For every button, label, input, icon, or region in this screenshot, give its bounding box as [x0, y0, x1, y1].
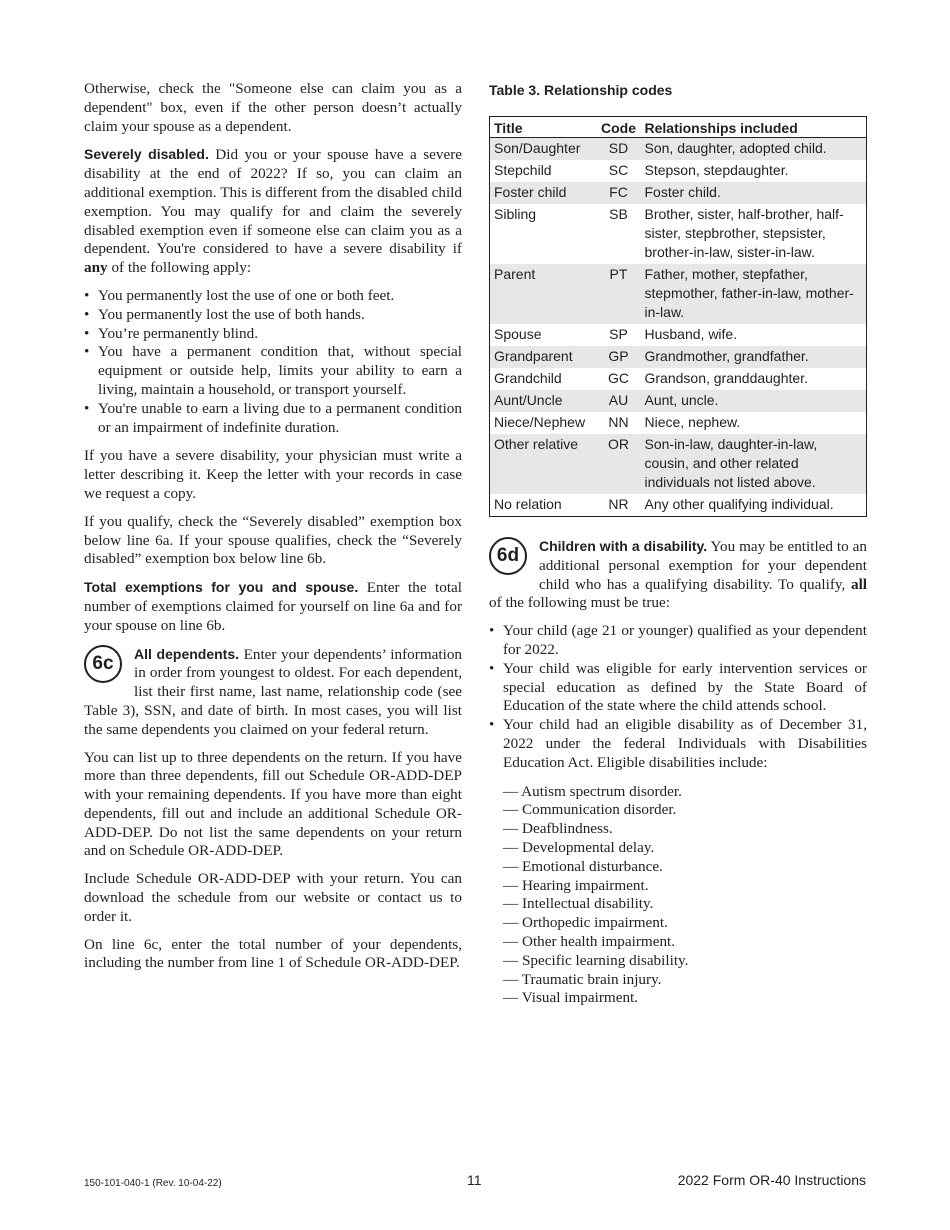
list-item: — Traumatic brain injury.: [503, 970, 662, 988]
cell-title: Aunt/Uncle: [490, 390, 597, 412]
table-title: Table 3. Relationship codes: [489, 82, 673, 98]
table-row: [490, 204, 867, 264]
children-disability-text-b: of the following must be true:: [489, 594, 670, 612]
cell-title: Niece/Nephew: [494, 414, 586, 430]
cell-code: NR: [608, 496, 629, 512]
list-item: • You have a permanent condition that, without special equipment or outside help, limits your ability to earn a living, maintain a household, or transport yourself.: [84, 343, 462, 398]
cell-title: Grandparent: [490, 346, 597, 368]
cell-code: SB: [609, 206, 628, 222]
relationship-codes-table: [489, 116, 867, 517]
cell-title: Parent: [490, 264, 597, 324]
left-column: [84, 80, 462, 982]
list-item: • You permanently lost the use of one or both feet.: [84, 286, 395, 304]
list-item: — Emotional disturbance.: [503, 857, 663, 875]
line-6c-badge: 6c: [84, 645, 122, 683]
cell-code: SD: [597, 138, 641, 161]
severely-disabled-text-b: of the following apply:: [111, 259, 252, 277]
child-requirements-list: [489, 622, 867, 772]
table-header-row: [490, 117, 867, 138]
column-header-title: Title: [490, 117, 597, 138]
list-item: • You're unable to earn a living due to a permanent condition or an impairment of indefinite duration.: [84, 399, 462, 436]
footer-page-number: 11: [467, 1172, 482, 1188]
severely-disabled-text-a: Did you or your spouse have a severe disability at the end of 2022? If so, you can claim an additional exemption. This is different from the disabled child exemption. You may qualify for and claim the severely disabled exemption even if someone else can claim you as a dependent. You're considered to have a severe disability if: [84, 146, 462, 258]
cell-relationships: Husband, wife.: [644, 326, 738, 342]
cell-title: No relation: [494, 496, 562, 512]
list-item: — Communication disorder.: [503, 801, 677, 819]
list-item: • Your child had an eligible disability as of December 31, 2022 under the federal Individuals with Disabilities Education Act. Eligible disabilities include:: [489, 716, 867, 771]
section-6c: [84, 645, 462, 740]
cell-relationships: Stepson, stepdaughter.: [644, 162, 789, 178]
list-item: • Your child (age 21 or younger) qualified as your dependent for 2022.: [489, 622, 867, 658]
cell-relationships: Any other qualifying individual.: [644, 496, 834, 512]
all-dependents-text: Enter your dependents’ information in order from youngest to oldest. For each dependent, list their first name, last name, relationship code (see Table 3), SSN, and date of birth. In most cases, you will list the same dependents you claimed on your federal return.: [84, 645, 463, 738]
severely-disabled-heading: Severely disabled.: [84, 146, 209, 163]
list-item: — Visual impairment.: [503, 989, 639, 1007]
cell-code: OR: [597, 434, 641, 494]
table-row: [490, 264, 867, 324]
cell-code: NN: [608, 414, 629, 430]
total-exemptions-text: Enter the total number of exemptions claimed for yourself on line 6a and for your spouse on line 6b.: [84, 579, 463, 634]
paragraph-total-exemptions: [84, 578, 462, 635]
paragraph-include-schedule: Include Schedule OR-ADD-DEP with your return. You can download the schedule from our website or contact us to order it.: [84, 870, 462, 925]
column-header-relationships: Relationships included: [641, 117, 867, 138]
paragraph-line-6c: On line 6c, enter the total number of your dependents, including the number from line 1 of Schedule OR-ADD-DEP.: [84, 935, 462, 972]
list-item: — Autism spectrum disorder.: [503, 782, 682, 800]
severe-disability-list: [84, 287, 462, 437]
cell-title: Spouse: [494, 326, 542, 342]
paragraph-children-disability: [489, 537, 867, 613]
list-item: • Your child was eligible for early intervention services or special education as defined by the State Board of Education of the state where the child attends school.: [489, 659, 867, 715]
cell-relationships: Father, mother, stepfather, stepmother, father-in-law, mother-in-law.: [641, 264, 867, 324]
cell-title: Son/Daughter: [490, 138, 597, 161]
list-item: — Other health impairment.: [503, 932, 676, 950]
table-row: [490, 324, 867, 346]
footer-doc-title: 2022 Form OR-40 Instructions: [677, 1172, 866, 1188]
cell-relationships: Son, daughter, adopted child.: [641, 138, 867, 161]
list-item: — Deafblindness.: [503, 820, 613, 838]
children-disability-heading: Children with a disability.: [539, 538, 708, 554]
cell-relationships: Foster child.: [641, 182, 867, 204]
cell-title: Grandchild: [494, 370, 562, 386]
table-row: [490, 412, 867, 434]
cell-relationships: Aunt, uncle.: [641, 390, 867, 412]
paragraph-physician-letter: If you have a severe disability, your physician must write a letter describing it. Keep the letter with your records in case we request a copy.: [84, 447, 462, 502]
cell-relationships: Grandson, granddaughter.: [644, 370, 808, 386]
list-item: • You permanently lost the use of both hands.: [84, 305, 365, 323]
cell-code: SC: [608, 162, 629, 178]
list-item: — Intellectual disability.: [503, 895, 654, 913]
paragraph-all-dependents: [84, 645, 462, 740]
cell-relationships: Niece, nephew.: [644, 414, 741, 430]
cell-code: AU: [597, 390, 641, 412]
table-row: [490, 390, 867, 412]
footer-form-id: 150-101-040-1 (Rev. 10-04-22): [84, 1178, 222, 1189]
right-column: [489, 80, 867, 1008]
children-disability-text-a: You may be entitled to an additional personal exemption for your dependent child who has a qualifying disability. To qualify,: [539, 538, 868, 593]
table-row: [490, 182, 867, 204]
cell-relationships: Grandmother, grandfather.: [641, 346, 867, 368]
list-item: — Orthopedic impairment.: [503, 914, 668, 932]
total-exemptions-heading: Total exemptions for you and spouse.: [84, 579, 359, 596]
table-row: [490, 368, 867, 390]
table-row: [490, 138, 867, 161]
cell-relationships: Son-in-law, daughter-in-law, cousin, and other related individuals not listed above.: [641, 434, 867, 494]
cell-code: GP: [597, 346, 641, 368]
cell-title: Stepchild: [494, 162, 552, 178]
table-row: [490, 160, 867, 182]
children-disability-all: all: [850, 575, 868, 593]
table-row: [490, 494, 867, 517]
severely-disabled-any: any: [84, 259, 108, 277]
cell-code: PT: [597, 264, 641, 324]
cell-title: Foster child: [490, 182, 597, 204]
table-row: [490, 434, 867, 494]
section-6d: [489, 537, 867, 613]
cell-title: Sibling: [494, 206, 537, 222]
paragraph-three-dependents: You can list up to three dependents on the return. If you have more than three dependents, fill out Schedule OR-ADD-DEP with your remaining dependents. If you have more than eight dependents, fill out and include an additional Schedule OR-ADD-DEP. Do not list the same dependents on your return and on Schedule OR-ADD-DEP.: [84, 748, 462, 860]
cell-relationships: Brother, sister, half-brother, half-sister, stepbrother, stepsister, brother-in-law, sister-in-law.: [644, 206, 844, 260]
column-header-code: Code: [597, 117, 641, 138]
eligible-disabilities-list: [503, 783, 867, 1009]
all-dependents-heading: All dependents.: [134, 645, 240, 662]
cell-code: SP: [609, 326, 628, 342]
list-item: — Specific learning disability.: [503, 951, 689, 969]
paragraph-severely-disabled: [84, 145, 462, 278]
list-item: • You’re permanently blind.: [84, 324, 259, 342]
paragraph-claim-dependent: Otherwise, check the "Someone else can claim you as a dependent" box, even if the other person doesn’t actually claim your spouse as a dependent.: [84, 80, 462, 135]
cell-title: Other relative: [490, 434, 597, 494]
line-6d-badge: 6d: [489, 537, 527, 575]
list-item: — Hearing impairment.: [503, 876, 649, 894]
cell-code: FC: [597, 182, 641, 204]
paragraph-severely-disabled-box: If you qualify, check the “Severely disabled” exemption box below line 6a. If your spouse qualifies, check the “Severely disabled” exemption box below line 6b.: [84, 512, 462, 568]
list-item: — Developmental delay.: [503, 838, 655, 856]
table-row: [490, 346, 867, 368]
cell-code: GC: [608, 370, 629, 386]
